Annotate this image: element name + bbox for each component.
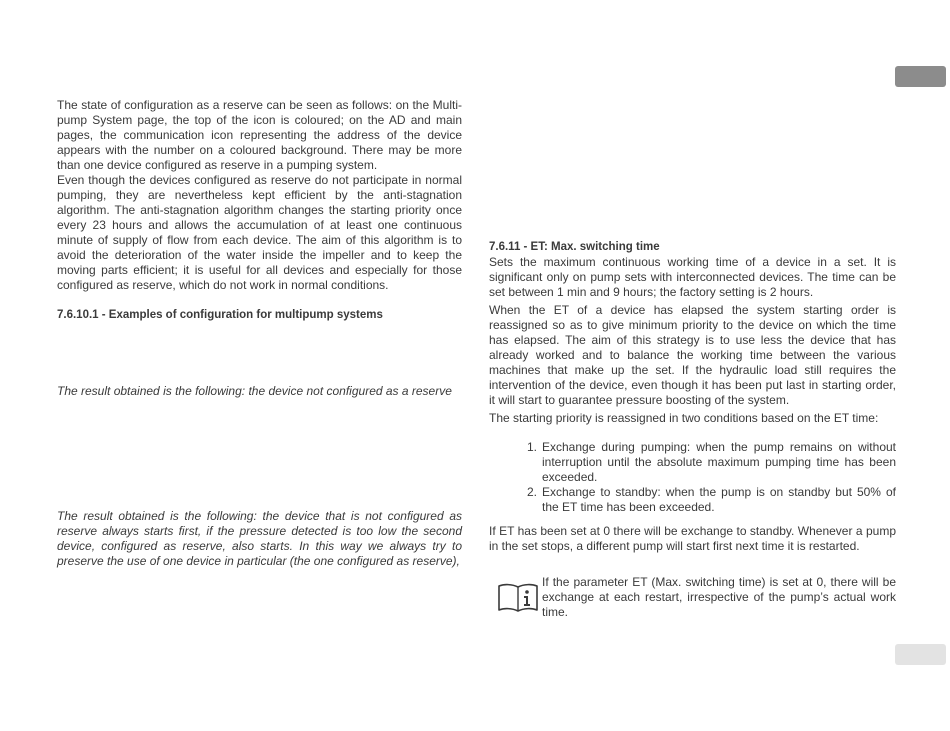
- section-heading-examples: 7.6.10.1 - Examples of configuration for multipump systems: [57, 309, 383, 321]
- right-para-2: When the ET of a device has elapsed the system starting order is reassigned so as to give minimum priority to the device on which the time has elapsed. The aim of this strategy is to use less the device that has already worked and to balance the working time between the various machines that make up the set. If the hydraulic load still requires the intervention of the device, even though it has been put last in starting order, it will start to guarantee pressure boosting of the system.: [489, 303, 896, 407]
- left-result-2-wrap: [57, 509, 462, 569]
- right-para-1: Sets the maximum continuous working time of a device in a set. It is significant only on pump sets with interconnected devices. The time can be set between 1 min and 9 hours; the factory setting is 2 hours.: [489, 255, 896, 299]
- right-section-et: [489, 240, 896, 554]
- list-number: 2.: [527, 485, 538, 499]
- list-item: [489, 485, 896, 515]
- result-text-2: The result obtained is the following: the device that is not configured as reserve always starts first, if the pressure detected is too low the second device, configured as reserve, also starts. In this way we always try to preserve the use of one device in particular (the one configured as reserve),: [57, 509, 462, 568]
- list-item: [489, 440, 896, 485]
- left-result-1-wrap: [57, 384, 462, 399]
- page-tab-marker: [895, 644, 946, 665]
- result-text-1: The result obtained is the following: the device not configured as a reserve: [57, 384, 452, 398]
- info-note: [489, 575, 896, 620]
- left-para-1: The state of configuration as a reserve can be seen as follows: on the Multi-pump System page, the top of the icon is coloured; on the AD and main pages, the communication icon representing the address of the device appears with the number on a coloured background. There may be more than one device configured as reserve in a pumping system.: [57, 98, 462, 172]
- list-text: Exchange during pumping: when the pump remains on without interruption until the absolute maximum pumping time has been exceeded.: [542, 440, 896, 484]
- section-tab-marker: [895, 66, 946, 87]
- left-para-reserve-state: [57, 98, 462, 293]
- left-heading-wrap: [57, 308, 462, 323]
- list-number: 1.: [527, 440, 538, 454]
- right-para-3: The starting priority is reassigned in two conditions based on the ET time:: [489, 411, 879, 425]
- list-text: Exchange to standby: when the pump is on standby but 50% of the ET time has been exceeded.: [542, 485, 896, 514]
- info-book-icon: [497, 581, 539, 613]
- left-para-2: Even though the devices configured as reserve do not participate in normal pumping, they are nevertheless kept efficient by the anti-stagnation algorithm. The anti-stagnation algorithm changes the starting priority once every 23 hours and allows the accumulation of at least one continuous minute of supply of flow from each device. The aim of this algorithm is to avoid the deterioration of the water inside the impeller and to keep the moving parts efficient; it is useful for all devices and especially for those configured as reserve, which do not work in normal conditions.: [57, 173, 462, 292]
- note-text: If the parameter ET (Max. switching time) is set at 0, there will be exchange at each restart, irrespective of the pump’s actual work time.: [542, 575, 896, 619]
- et-conditions-list: [489, 440, 896, 515]
- right-para-4: If ET has been set at 0 there will be exchange to standby. Whenever a pump in the set stops, a different pump will start first next time it is restarted.: [489, 524, 896, 553]
- section-heading-et: 7.6.11 - ET: Max. switching time: [489, 241, 660, 253]
